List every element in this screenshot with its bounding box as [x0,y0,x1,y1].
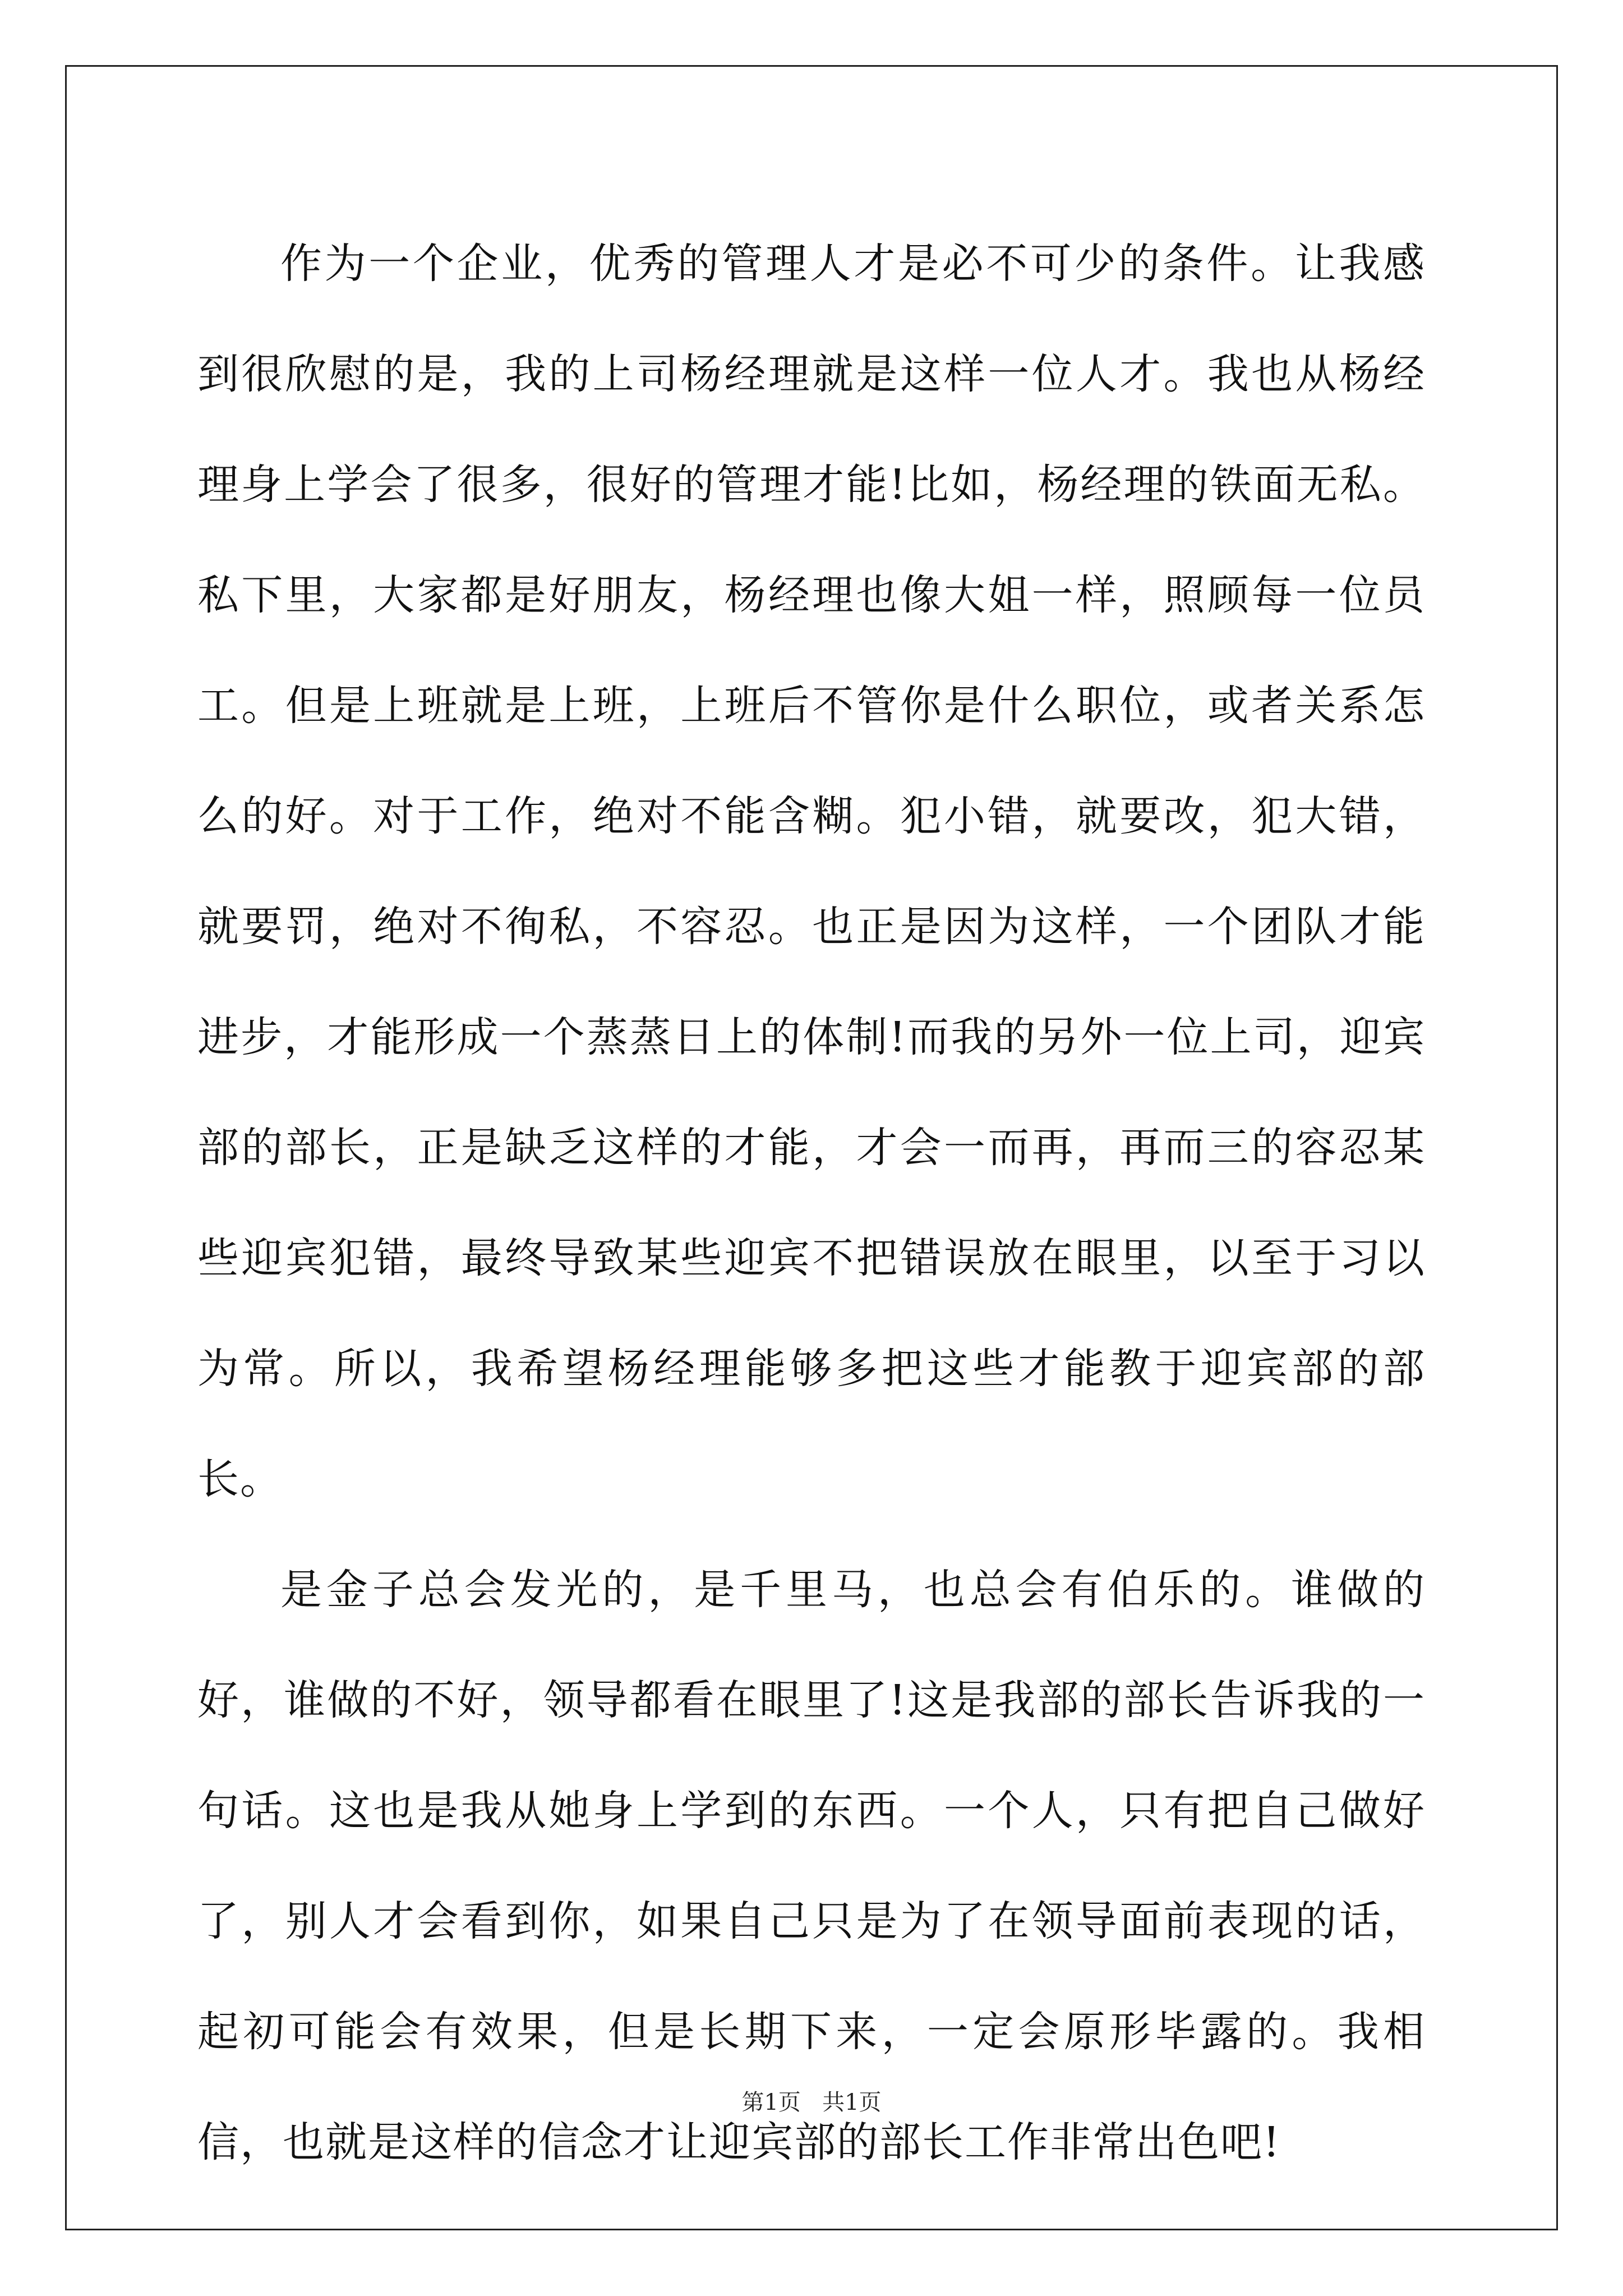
paragraph-1: 作为一个企业，优秀的管理人才是必不可少的条件。让我感到很欣慰的是，我的上司杨经理就是这样一位人才。我也从杨经理身上学会了很多，很好的管理才能!比如，杨经理的铁面无私。私下里，大家都是好朋友，杨经理也像大姐一样，照顾每一位员工。但是上班就是上班，上班后不管你是什么职位，或者关系怎么的好。对于工作，绝对不能含糊。犯小错，就要改，犯大错，就要罚，绝对不徇私，不容忍。也正是因为这样，一个团队才能进步，才能形成一个蒸蒸日上的体制!而我的另外一位上司，迎宾部的部长，正是缺乏这样的才能，才会一而再，再而三的容忍某些迎宾犯错，最终导致某些迎宾不把错误放在眼里，以至于习以为常。所以，我希望杨经理能够多把这些才能教于迎宾部的部长。 [197,240,1426,1503]
page-number: 第1页 [741,2090,801,2115]
document-body [197,209,1426,2198]
page-footer [0,2086,1623,2119]
paragraph-2: 是金子总会发光的，是千里马，也总会有伯乐的。谁做的好，谁做的不好，领导都看在眼里了!这是我部的部长告诉我的一句话。这也是我从她身上学到的东西。一个人，只有把自己做好了，别人才会看到你，如果自己只是为了在领导面前表现的话，起初可能会有效果，但是长期下来，一定会原形毕露的。我相信，也就是这样的信念才让迎宾部的部长工作非常出色吧! [197,1566,1426,2166]
page-total: 共1页 [822,2090,882,2115]
